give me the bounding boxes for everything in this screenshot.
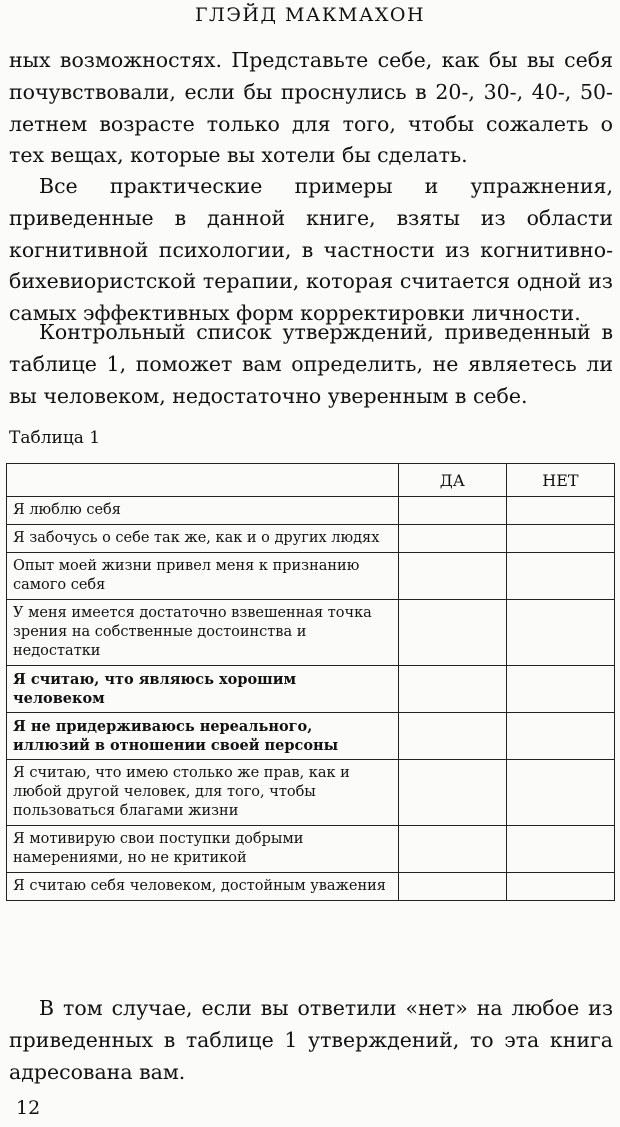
paragraph-methods: Все практические примеры и упражнения, приведенные в данной книге, взяты из области когнитивной психологии, в частности из когнитивно-бихевиористской терапии, которая считается одной из самых эффективных форм корректировки личности. bbox=[9, 174, 613, 326]
no-cell[interactable] bbox=[506, 713, 614, 760]
table-row bbox=[7, 826, 615, 873]
table-row bbox=[7, 713, 615, 760]
table-row bbox=[7, 873, 615, 901]
statement-cell: Я мотивирую свои поступки добрыми намерениями, но не критикой bbox=[7, 826, 399, 873]
table-row bbox=[7, 760, 615, 826]
statement-cell: Я считаю, что являюсь хорошим человеком bbox=[7, 666, 399, 713]
yes-cell[interactable] bbox=[398, 713, 506, 760]
statement-cell: Я не придерживаюсь нереального, иллюзий в отношении своей персоны bbox=[7, 713, 399, 760]
no-cell[interactable] bbox=[506, 553, 614, 600]
running-header: ГЛЭЙД МАКМАХОН bbox=[194, 4, 426, 26]
statement-cell: У меня имеется достаточно взвешенная точка зрения на собственные достоинства и недостатки bbox=[7, 600, 399, 666]
page-number: 12 bbox=[16, 1097, 41, 1119]
paragraph-intro: ных возможностях. Представьте себе, как бы вы себя почувствовали, если бы проснулись в 20-, 30-, 40-, 50-летнем возрасте только для того, чтобы сожалеть о тех вещах, которые вы хотели бы сделать. bbox=[9, 48, 613, 168]
no-cell[interactable] bbox=[506, 497, 614, 525]
yes-cell[interactable] bbox=[398, 873, 506, 901]
yes-cell[interactable] bbox=[398, 497, 506, 525]
statement-cell: Я люблю себя bbox=[7, 497, 399, 525]
yes-cell[interactable] bbox=[398, 553, 506, 600]
statement-cell: Я забочусь о себе так же, как и о других людях bbox=[7, 525, 399, 553]
table-row bbox=[7, 525, 615, 553]
column-header-yes: ДА bbox=[398, 464, 506, 497]
statement-cell: Опыт моей жизни привел меня к признанию самого себя bbox=[7, 553, 399, 600]
no-cell[interactable] bbox=[506, 600, 614, 666]
no-cell[interactable] bbox=[506, 760, 614, 826]
yes-cell[interactable] bbox=[398, 525, 506, 553]
table-header-row bbox=[7, 464, 615, 497]
paragraph-checklist: Контрольный список утверждений, приведенный в таблице 1, поможет вам определить, не являетесь ли вы человеком, недостаточно уверенным в себе. bbox=[9, 320, 613, 408]
no-cell[interactable] bbox=[506, 873, 614, 901]
table-row bbox=[7, 497, 615, 525]
no-cell[interactable] bbox=[506, 666, 614, 713]
table-caption: Таблица 1 bbox=[9, 428, 101, 448]
yes-cell[interactable] bbox=[398, 826, 506, 873]
yes-cell[interactable] bbox=[398, 760, 506, 826]
statement-cell: Я считаю себя человеком, достойным уважения bbox=[7, 873, 399, 901]
self-confidence-table bbox=[6, 463, 615, 901]
table-row bbox=[7, 666, 615, 713]
no-cell[interactable] bbox=[506, 525, 614, 553]
column-header-no: НЕТ bbox=[506, 464, 614, 497]
column-header-statement bbox=[7, 464, 399, 497]
table-row bbox=[7, 553, 615, 600]
no-cell[interactable] bbox=[506, 826, 614, 873]
paragraph-conclusion: В том случае, если вы ответили «нет» на любое из приведенных в таблице 1 утверждений, то эта книга адресована вам. bbox=[9, 996, 613, 1084]
yes-cell[interactable] bbox=[398, 600, 506, 666]
yes-cell[interactable] bbox=[398, 666, 506, 713]
table-row bbox=[7, 600, 615, 666]
statement-cell: Я считаю, что имею столько же прав, как и любой другой человек, для того, чтобы пользоваться благами жизни bbox=[7, 760, 399, 826]
